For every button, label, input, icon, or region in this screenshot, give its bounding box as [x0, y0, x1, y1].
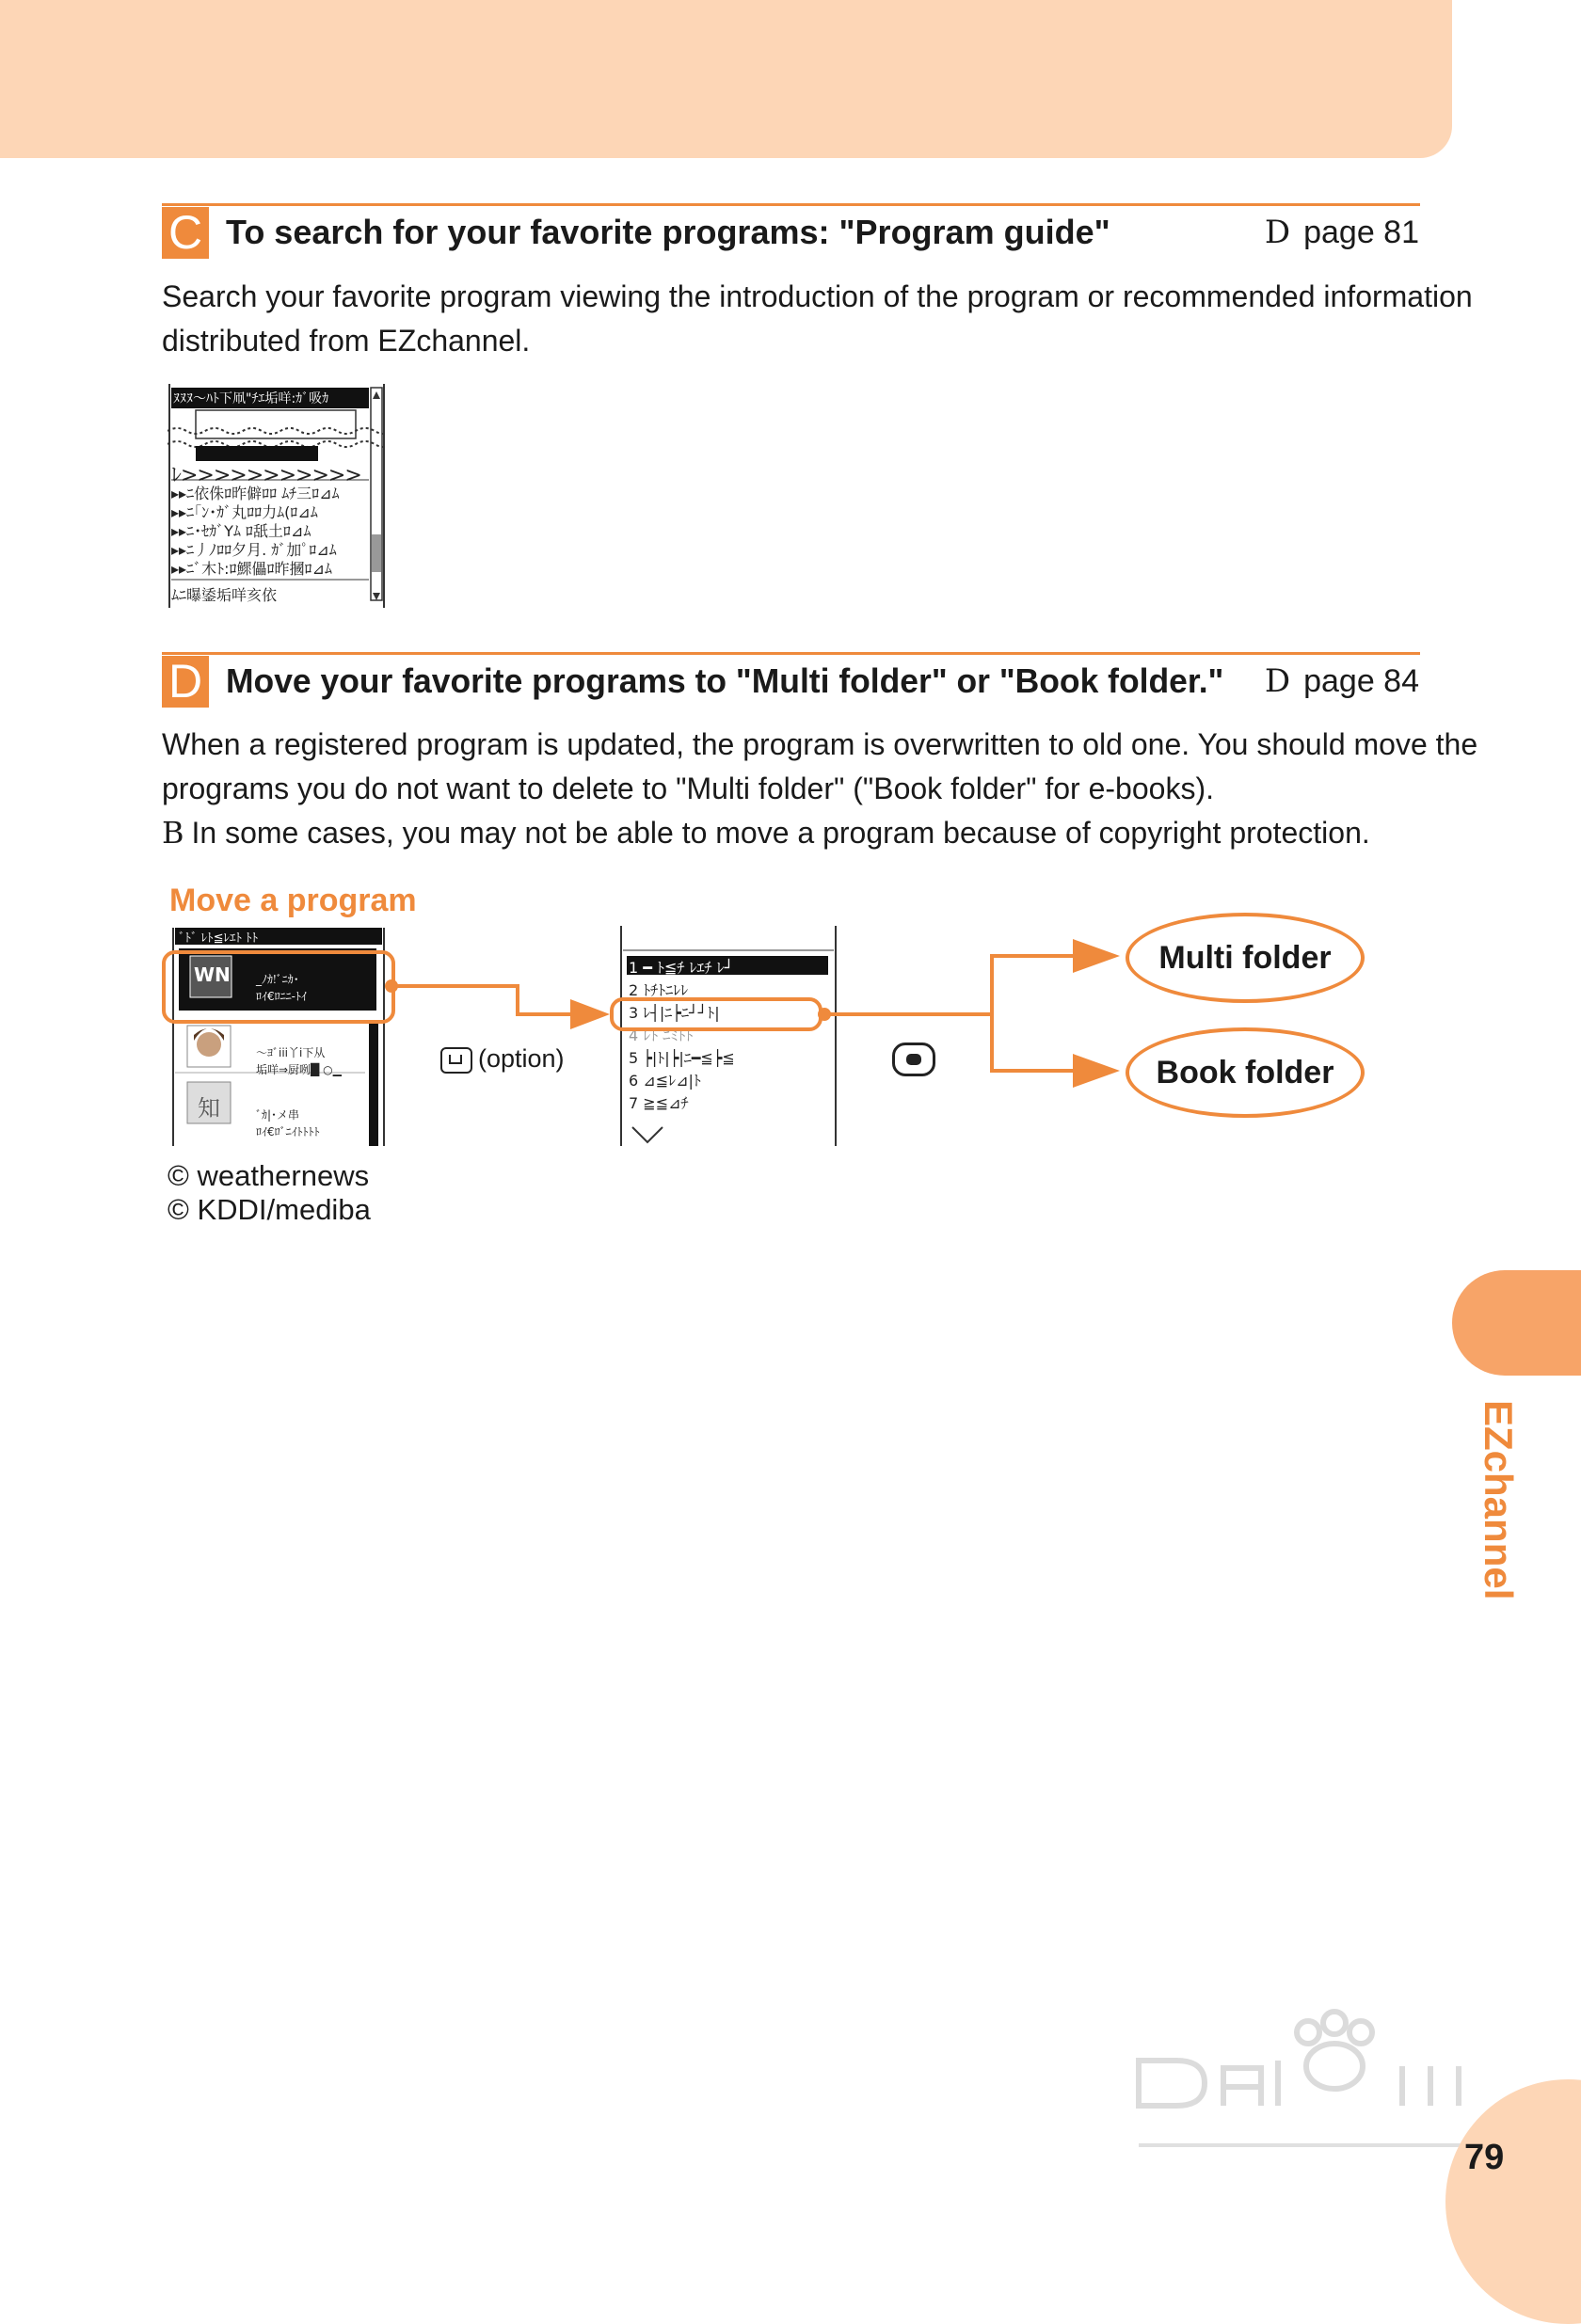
baidu-watermark: [1120, 2004, 1515, 2173]
list-item-line: _ﾉｶ!ﾞﾆｶ･: [256, 973, 299, 986]
list-item-line: ﾞｶ|･メ串: [256, 1108, 300, 1122]
page-ref-icon: D: [1264, 662, 1291, 700]
credit-kddi: © KDDI/mediba: [168, 1193, 371, 1226]
option-label: (option): [478, 1044, 565, 1073]
menu-item[interactable]: 2 ﾄﾁﾄﾆﾚﾚ: [629, 981, 689, 999]
side-tab: [1452, 1270, 1581, 1376]
menu-item[interactable]: 4 ﾚﾄ ﾆﾐﾄﾄ: [629, 1027, 694, 1044]
list-item-line: ﾛｲ€ﾛﾆﾆ-ﾄｲ: [256, 990, 307, 1003]
weathernews-logo: WN: [194, 963, 231, 986]
side-tab-label: EZchannel: [1477, 1400, 1521, 1600]
section-d-page-ref: [1265, 662, 1419, 700]
section-c-letter: C: [162, 207, 209, 259]
menu-item[interactable]: 5 ┝|ﾄ|┝|ﾆ━≦┝≦: [629, 1049, 735, 1067]
guide-row[interactable]: ▸▸ﾆ･ｾｶﾞYﾑ ﾛ舐土ﾛ⊿ﾑ: [171, 522, 311, 540]
move-program-label: Move a program: [169, 883, 417, 918]
page-number: 79: [1464, 2138, 1505, 2177]
section-d-title: Move your favorite programs to "Multi folder" or "Book folder.": [226, 661, 1224, 700]
section-c-body-line: Search your favorite program viewing the introduction of the program or recommended information: [162, 279, 1473, 313]
guide-arrow-row: ﾚ>>>>>>>>>>>: [171, 464, 361, 487]
section-c-body-line: distributed from EZchannel.: [162, 324, 531, 358]
section-c-title: To search for your favorite programs: "Program guide": [226, 213, 1110, 251]
section-d-letter: D: [162, 656, 209, 708]
section-d-body-line: When a registered program is updated, the program is overwritten to old one. You should move the: [162, 727, 1478, 761]
menu-item[interactable]: 7 ≧≦⊿ﾁ: [629, 1094, 689, 1112]
guide-row[interactable]: ▸▸ﾆ依侏ﾛ昨僻ﾛﾛ ﾑﾁ三ﾛ⊿ﾑ: [171, 485, 340, 502]
list-item-line: ﾛｲ€ﾛﾞﾆｲﾄﾄﾄﾄ: [256, 1125, 320, 1138]
section-d-rule: [162, 652, 1420, 655]
credit-weathernews: © weathernews: [168, 1159, 370, 1192]
book-folder-oval[interactable]: Book folder: [1126, 1027, 1365, 1118]
mail-key-icon: [440, 1047, 472, 1074]
menu-item[interactable]: 1 ━ ﾄ≦ﾁ ﾚｴﾁ ﾚ┘: [629, 959, 734, 977]
menu-item[interactable]: 6 ⊿≦ﾚ⊿|ﾄ: [629, 1072, 701, 1090]
section-c-rule: [162, 203, 1420, 206]
guide-row[interactable]: ▸▸ﾆ｢ﾝ･ｶﾞ丸ﾛﾛ力ﾑ(ﾛ⊿ﾑ: [171, 503, 318, 521]
section-c-page-ref: [1265, 214, 1419, 251]
list-header: ﾞﾄﾞ ﾚﾄ≦ﾚｴﾄ ﾄﾄ: [179, 931, 259, 946]
section-d-note: [162, 811, 1423, 855]
list-item-line: 〜ﾖﾞiii丫i下从: [256, 1046, 326, 1059]
section-c-body: [162, 275, 1473, 363]
center-key-icon[interactable]: [892, 1043, 935, 1076]
section-d-body-line: programs you do not want to delete to "Multi folder" ("Book folder" for e-books).: [162, 772, 1214, 805]
option-key[interactable]: [440, 1044, 565, 1074]
note-icon: B: [162, 815, 184, 851]
section-d-body: [162, 723, 1478, 855]
knowledge-icon: 知: [198, 1095, 220, 1122]
section-c-page-ref-text: page 81: [1303, 215, 1419, 250]
section-d-page-ref-text: page 84: [1303, 663, 1419, 699]
section-d-note-text: In some cases, you may not be able to move a program because of copyright protection.: [191, 816, 1370, 850]
page-ref-icon: D: [1264, 214, 1291, 251]
list-item-line: 垢咩⇒厨咧█ ○▁: [256, 1063, 342, 1076]
header-band: [0, 0, 1452, 158]
guide-row[interactable]: ▸▸ﾆﾞ木ﾄ:ﾛ鰥儡ﾛ昨摑ﾛ⊿ﾑ: [171, 560, 332, 578]
guide-header-row: ﾇﾇﾇ〜ﾊﾄ下凧"ﾁｴ垢咩:ｶﾞ吸ｶ: [173, 391, 329, 406]
menu-item-selected[interactable]: 3 ﾚ┤|ﾆ┝ﾆ┘┘ﾄ|: [629, 1004, 720, 1022]
program-list-screen: [171, 928, 386, 1146]
menu-screen: [619, 926, 838, 1146]
multi-folder-oval[interactable]: Multi folder: [1126, 913, 1365, 1003]
guide-row[interactable]: ▸▸ﾆ丿ﾉﾛﾛ夕月. ｶﾞ加ﾟﾛ⊿ﾑ: [171, 541, 337, 559]
program-guide-screen: [168, 384, 386, 608]
guide-footer-row: ﾑﾆ曝鋈垢咩亥依: [171, 586, 278, 604]
